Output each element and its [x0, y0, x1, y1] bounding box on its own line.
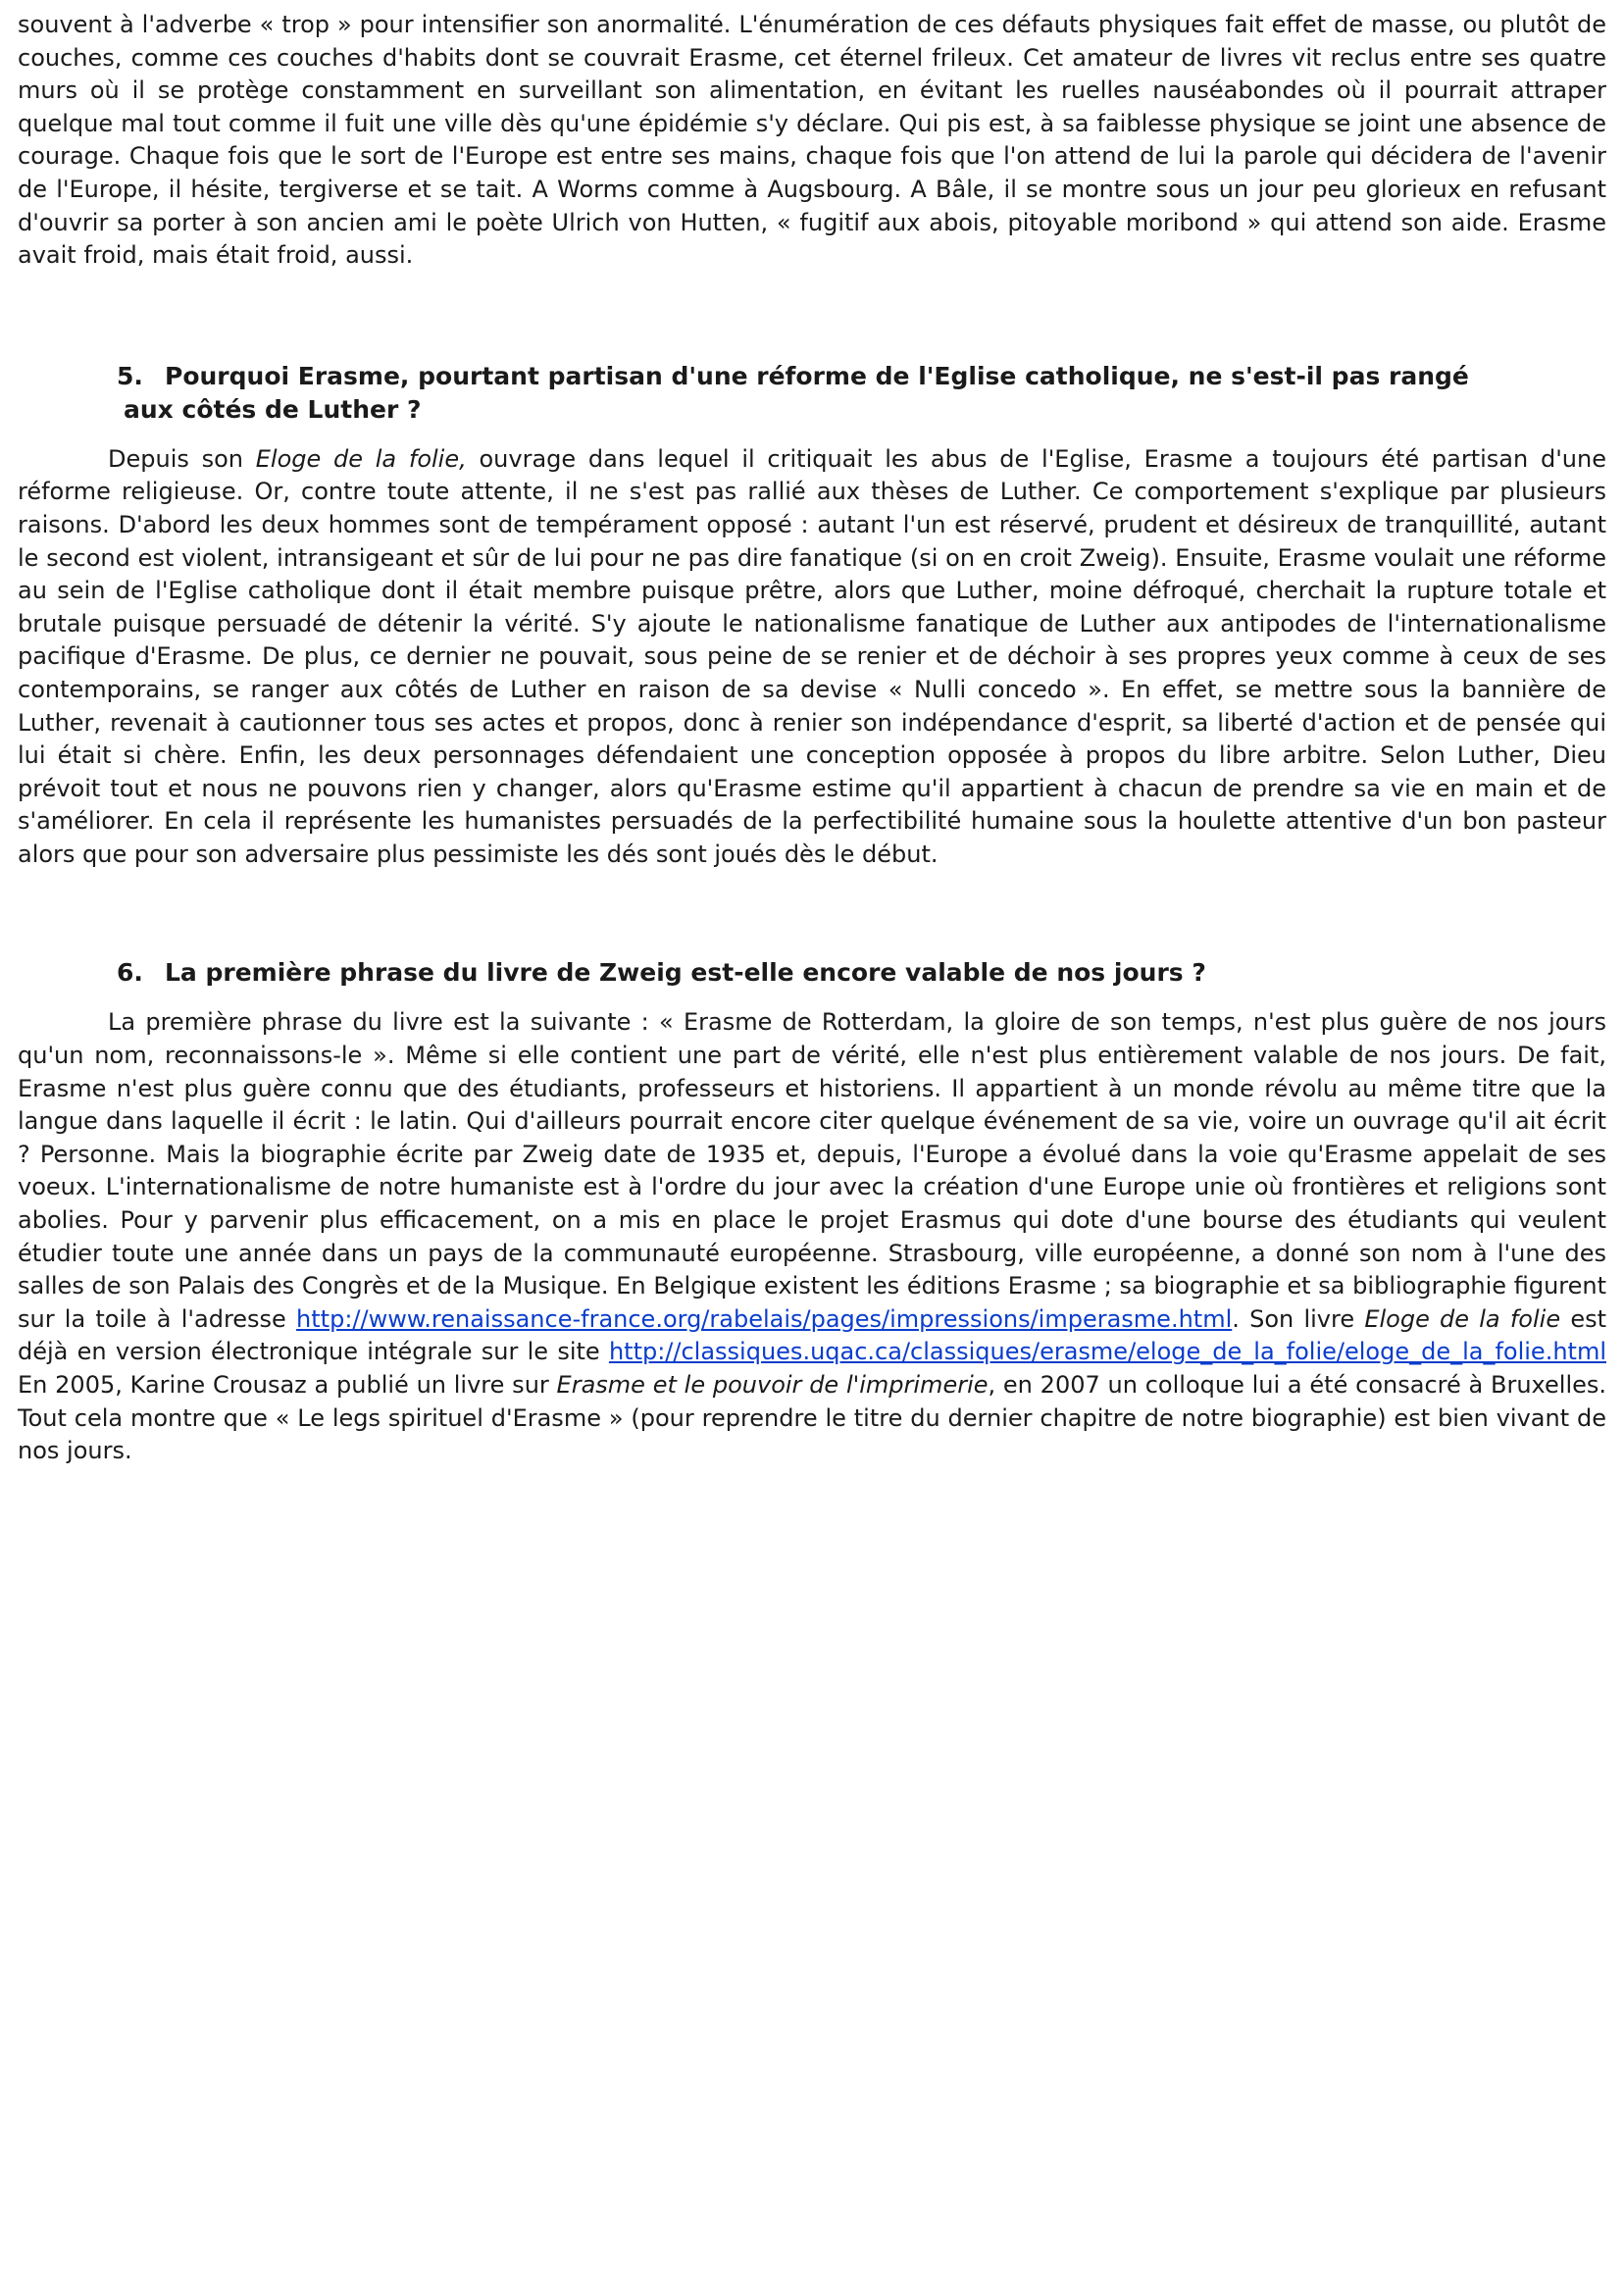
section-5-number: 5. — [117, 361, 143, 390]
page-content — [18, 0, 1606, 1468]
section-6-text-part5: , en 2007 un colloque lui a été consacré à Bruxelles. Tout cela montre que « Le legs spirituel d'Erasme » (pour reprendre le titre du dernier chapitre de notre biographie) est bien vivant de nos jours. — [18, 1371, 1607, 1465]
section-6-text-part1: La première phrase du livre est la suivante : « Erasme de Rotterdam, la gloire de son temps, n'est plus guère de nos jours qu'un nom, reconnaissons-le ». Même si elle contient une part de vérité, elle n'est plus entièrement valable de nos jours. De fait, Erasme n'est plus guère connu que des étudiants, professeurs et historiens. Il appartient à un monde révolu au même titre que la langue dans laquelle il écrit : le latin. Qui d'ailleurs pourrait encore citer quelque événement de sa vie, voire un ouvrage qu'il ait écrit ? Personne. Mais la biographie écrite par Zweig date de 1935 et, depuis, l'Europe a évolué dans la voie qu'Erasme appelait de ses voeux. L'internationalisme de notre humaniste est à l'ordre du jour avec la création d'une Europe unie où frontières et religions sont abolies. Pour y parvenir plus efficacement, on a mis en place le projet Erasmus qui dote d'une bourse des étudiants qui veulent étudier toute une année dans un pays de la communauté européenne. Strasbourg, ville européenne, a donné son nom à l'une des salles de son Palais des Congrès et de la Musique. En Belgique existent les éditions Erasme ; sa biographie et sa bibliographie figurent sur la toile à l'adresse — [18, 1008, 1606, 1333]
eloge-italic: Eloge de la folie — [1364, 1304, 1561, 1333]
section-5-paragraph — [18, 443, 1606, 872]
section-5-text-start: Depuis son — [108, 444, 256, 473]
section-6-text-part4: En 2005, Karine Crousaz a publié un livre sur — [18, 1371, 557, 1399]
imprimerie-italic: Erasme et le pouvoir de l'imprimerie — [556, 1371, 989, 1399]
section-6-title: La première phrase du livre de Zweig est-elle encore valable de nos jours ? — [165, 958, 1206, 988]
section-5-heading — [18, 360, 1606, 427]
section-5-text-rest: ouvrage dans lequel il critiquait les abus de l'Eglise, Erasme a toujours été partisan d'une réforme religieuse. Or, contre toute attente, il ne s'est pas rallié aux thèses de Luther. Ce comportement s'explique par plusieurs raisons. D'abord les deux hommes sont de tempérament opposé : autant l'un est réservé, prudent et désireux de tranquillité, autant le second est violent, intransigeant et sûr de lui pour ne pas dire fanatique (si on en croit Zweig). Ensuite, Erasme voulait une réforme au sein de l'Eglise catholique dont il était membre puisque prêtre, alors que Luther, moine défroqué, cherchait la rupture totale et brutale puisque persuadé de détenir la vérité. S'y ajoute le nationalisme fanatique de Luther aux antipodes de l'internationalisme pacifique d'Erasme. De plus, ce dernier ne pouvait, sous peine de se renier et de déchoir à ses propres yeux comme à ceux de ses contemporains, se ranger aux côtés de Luther en raison de sa devise « Nulli concedo ». En effet, se mettre sous la bannière de Luther, revenait à cautionner tous ses actes et propos, donc à renier son indépendance d'esprit, sa liberté d'action et de pensée qui lui était si chère. Enfin, les deux personnages défendaient une conception opposée à propos du libre arbitre. Selon Luther, Dieu prévoit tout et nous ne pouvons rien y changer, alors qu'Erasme estime qu'il appartient à chacun de prendre sa vie en main et de s'améliorer. En cela il représente les humanistes persuadés de la perfectibilité humaine sous la houlette attentive d'un bon pasteur alors que pour son adversaire plus pessimiste les dés sont joués dès le début. — [18, 444, 1606, 868]
renaissance-france-link[interactable]: http://www.renaissance-france.org/rabelais/pages/impressions/imperasme.html — [296, 1304, 1233, 1333]
section-6-heading — [18, 956, 1606, 990]
section-6-paragraph — [18, 1006, 1606, 1467]
classiques-uqac-link[interactable]: http://classiques.uqac.ca/classiques/erasme/eloge_de_la_folie/eloge_de_la_folie.html — [608, 1338, 1606, 1366]
section-5-title-line2: aux côtés de Luther ? — [124, 394, 422, 424]
book-title-italic: Eloge de la folie, — [255, 444, 467, 473]
section-6-text-part3: est déjà en version électronique intégrale sur le site — [18, 1304, 1606, 1366]
section-5-title-line1: Pourquoi Erasme, pourtant partisan d'une réforme de l'Eglise catholique, ne s'est-il pas rangé — [165, 361, 1469, 390]
section-6-number: 6. — [117, 958, 143, 988]
intro-paragraph: souvent à l'adverbe « trop » pour intensifier son anormalité. L'énumération de ces défauts physiques fait effet de masse, ou plutôt de couches, comme ces couches d'habits dont se couvrait Erasme, cet éternel frileux. Cet amateur de livres vit reclus entre ses quatre murs où il se protège constamment en surveillant son alimentation, en évitant les ruelles nauséabondes où il pourrait attraper quelque mal tout comme il fuit une ville dès qu'une épidémie s'y déclare. Qui pis est, à sa faiblesse physique se joint une absence de courage. Chaque fois que le sort de l'Europe est entre ses mains, chaque fois que l'on attend de lui la parole qui décidera de l'avenir de l'Europe, il hésite, tergiverse et se tait. A Worms comme à Augsbourg. A Bâle, il se montre sous un jour peu glorieux en refusant d'ouvrir sa porter à son ancien ami le poète Ulrich von Hutten, « fugitif aux abois, pitoyable moribond » qui attend son aide. Erasme avait froid, mais était froid, aussi. — [18, 11, 1606, 270]
section-6-text-part2: . Son livre — [1232, 1304, 1365, 1333]
